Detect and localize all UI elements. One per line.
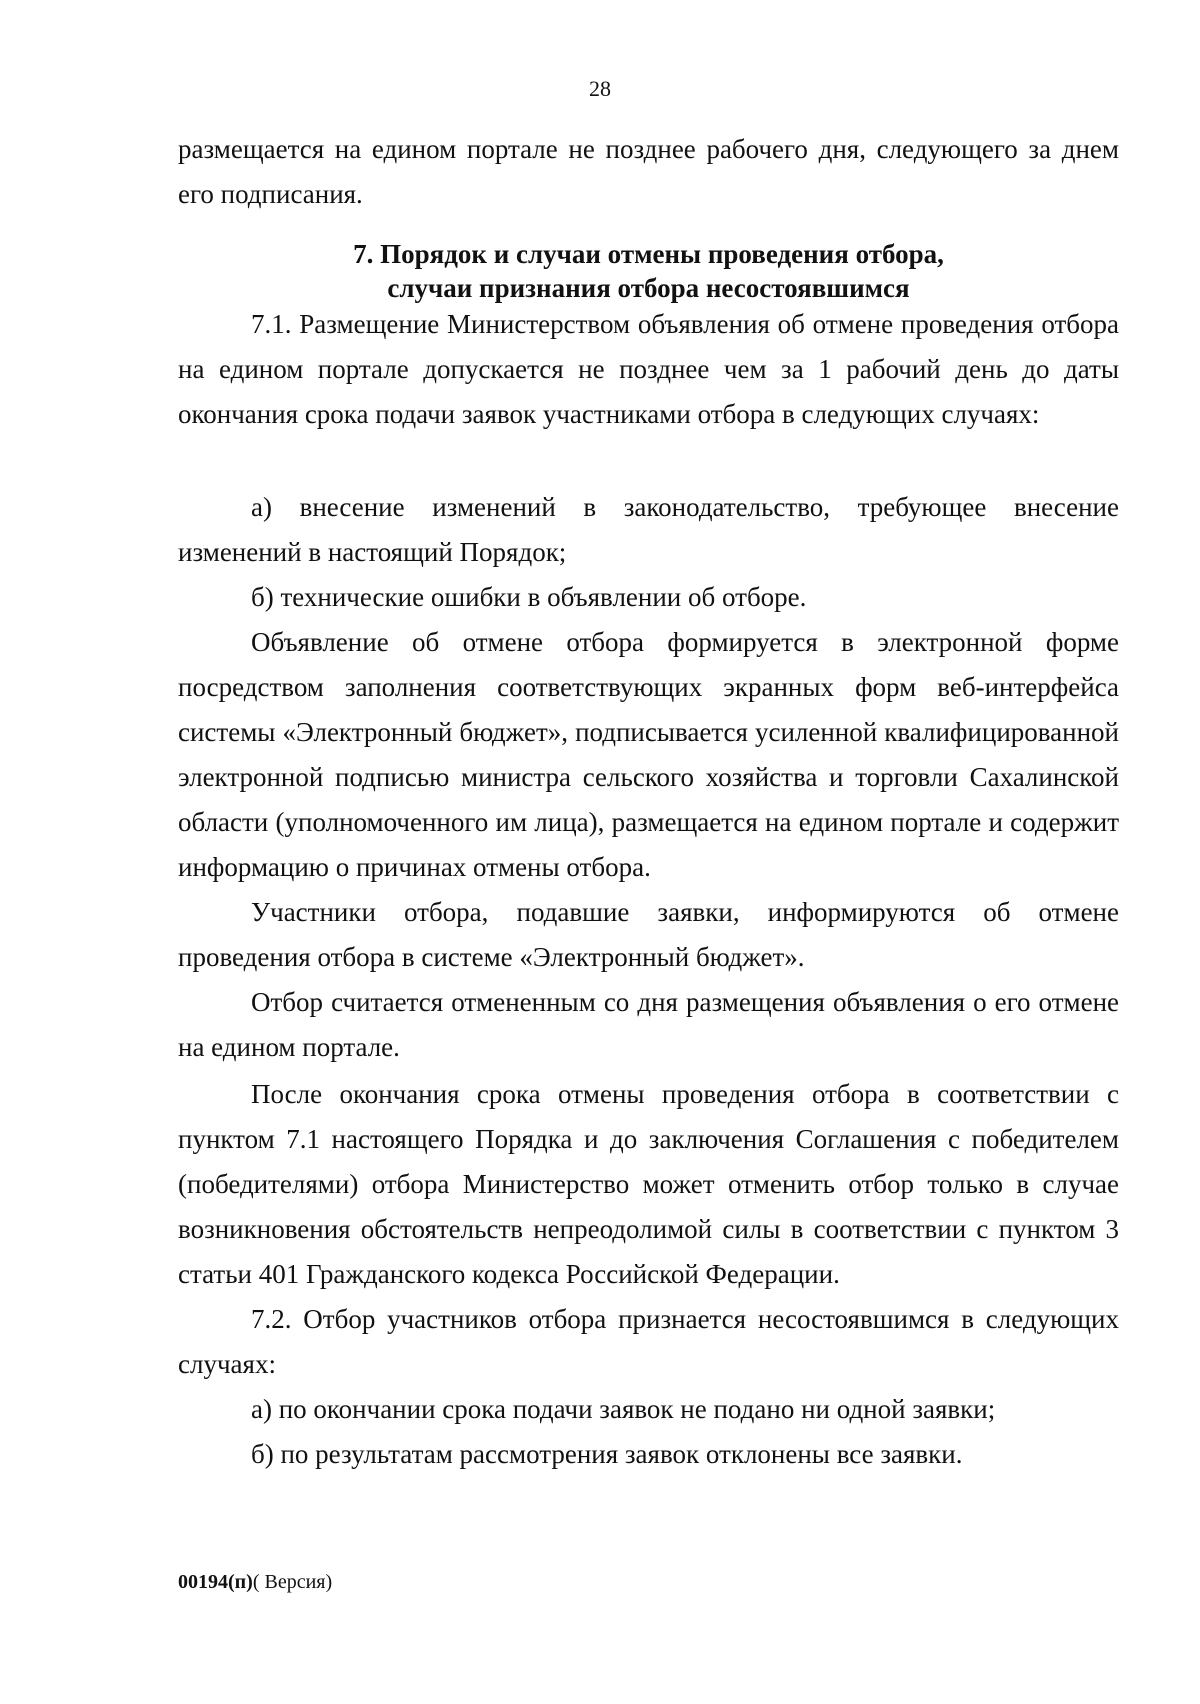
continuation-paragraph: размещается на едином портале не позднее рабочего дня, следующего за днем его подписания. bbox=[178, 134, 1119, 209]
section-heading bbox=[178, 237, 1119, 305]
section-heading-line-1: 7. Порядок и случаи отмены проведения отбора, bbox=[353, 239, 944, 269]
paragraph-7-2-item-b: б) по результатам рассмотрения заявок отклонены все заявки. bbox=[251, 1439, 963, 1469]
paragraph-cancel-notice: Объявление об отмене отбора формируется в электронной форме посредством заполнения соответствующих экранных форм веб-интерфейса системы «Электронный бюджет», подписывается усиленной квалифицированной электронной подписью министра сельского хозяйства и торговли Сахалинской области (уполномоченного им лица), размещается на едином портале и содержит информацию о причинах отмены отбора. bbox=[178, 627, 1119, 882]
paragraph-7-2-item-a: а) по окончании срока подачи заявок не подано ни одной заявки; bbox=[251, 1394, 996, 1424]
document-version: ( Версия) bbox=[252, 1571, 333, 1593]
section-heading-line-2: случаи признания отбора несостоявшимся bbox=[387, 273, 910, 303]
paragraph-force-majeure: После окончания срока отмены проведения отбора в соответствии с пунктом 7.1 настоящего Порядка и до заключения Соглашения с победителем (победителями) отбора Министерство может отменить отбор только в случае возникновения обстоятельств непреодолимой силы в соответствии с пунктом 3 статьи 401 Гражданского кодекса Российской Федерации. bbox=[178, 1079, 1119, 1289]
paragraph-cancel-effective: Отбор считается отмененным со дня размещения объявления о его отмене на едином портале. bbox=[178, 987, 1119, 1062]
paragraph-7-1: 7.1. Размещение Министерством объявления об отмене проведения отбора на едином портале допускается не позднее чем за 1 рабочий день до даты окончания срока подачи заявок участниками отбора в следующих случаях: bbox=[178, 309, 1119, 429]
document-code: 00194(п) bbox=[178, 1571, 253, 1593]
paragraph-item-a: а) внесение изменений в законодательство, требующее внесение изменений в настоящий Порядок; bbox=[178, 492, 1119, 567]
paragraph-item-b: б) технические ошибки в объявлении об отборе. bbox=[251, 582, 807, 612]
paragraph-participants-informed: Участники отбора, подавшие заявки, информируются об отмене проведения отбора в системе «Электронный бюджет». bbox=[178, 897, 1119, 972]
document-footer bbox=[178, 1571, 332, 1594]
page-number: 28 bbox=[589, 76, 611, 101]
paragraph-7-2: 7.2. Отбор участников отбора признается несостоявшимся в следующих случаях: bbox=[178, 1304, 1119, 1379]
